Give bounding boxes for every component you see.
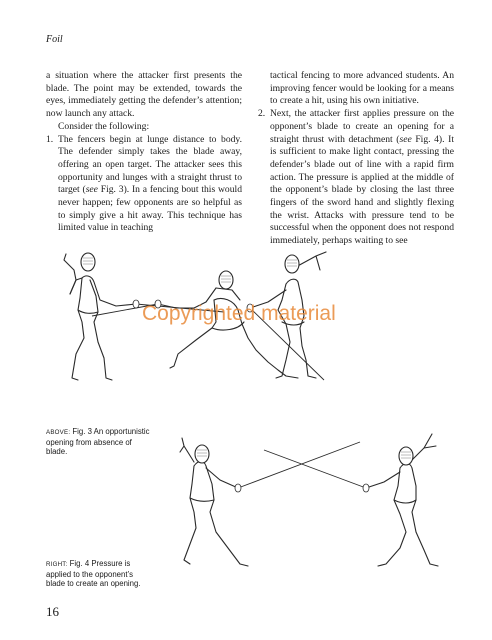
figure-4-caption (46, 559, 150, 589)
watermark: Copyrighted material (142, 302, 336, 325)
list-item-1 (46, 134, 242, 236)
item-1-continued: tactical fencing to more advanced students. An improving fencer would be looking for a means to create a hit, using his own initiative. (270, 70, 454, 107)
item-1-text-a: The fencers begin at lunge distance to body. The defender simply takes the blade away, offering an open target. The attacker sees this opportunity and lunges with a straight thrust to target ( (58, 133, 242, 196)
defender-fencer-right (366, 434, 438, 566)
numbered-list-right (258, 108, 454, 248)
caption-text: Fig. 3 An opportunistic opening from absence of blade. (46, 427, 150, 457)
paragraph-1: a situation where the attacker first presents the blade. The point may be extended, towards the eyes, immediately getting the defender’s attention; now launch any attack. (46, 70, 242, 120)
see-reference: see (399, 133, 412, 145)
figure-3-caption (46, 427, 150, 457)
blade-attacker (238, 442, 360, 488)
caption-label: ABOVE: (46, 429, 71, 436)
numbered-list-left (46, 134, 242, 236)
list-item-2 (258, 108, 454, 248)
item-2-text-a: Next, the attacker first applies pressure on the opponent’s blade to create an opening for a straight thrust with detachment ( (270, 108, 454, 145)
caption-text: Fig. 4 Pressure is applied to the opponent’s blade to create an opening. (46, 559, 141, 589)
item-2-text-b: Fig. 4). It is sufficient to make light contact, pressing the defender’s blade out of line with a rapid firm action. The pressure is applied at the middle of the opponent’s blade by closing the last three fingers of the sword hand and slightly flexing the wrist. Attacks with pressure tend to be successful when the opponent does not respond immediately, perhaps waiting to see (270, 133, 454, 247)
right-column (258, 70, 454, 248)
list-number-2: 2. (258, 108, 266, 120)
page-number: 16 (46, 604, 59, 619)
list-number-1: 1. (46, 133, 54, 145)
see-reference: see (85, 184, 98, 196)
running-head: Foil (46, 34, 63, 45)
attacker-fencer-left (180, 438, 248, 566)
defender-fencer-left (64, 253, 136, 380)
blade-defender (264, 450, 366, 488)
caption-label: RIGHT: (46, 561, 68, 568)
left-column (46, 70, 242, 235)
paragraph-2: Consider the following: (58, 120, 150, 132)
figure-4-illustration (154, 428, 470, 578)
item-1-text-b: Fig. 3). In a fencing bout this would never happen; few opponents are so helpful as to simply give a hit away. This technique has limited value in teaching (58, 184, 242, 234)
